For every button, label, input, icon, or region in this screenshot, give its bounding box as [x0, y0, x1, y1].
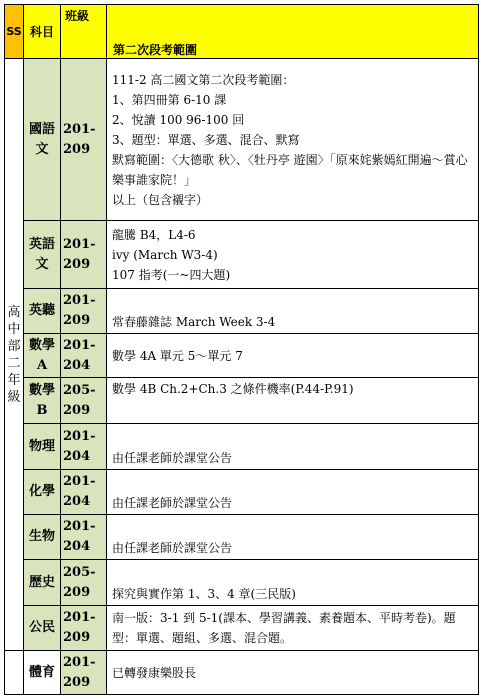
class-cell: 201- 209	[61, 651, 107, 695]
table-row-physics	[5, 424, 479, 470]
scope-cell	[107, 221, 479, 289]
scope-line: 由任課老師於課堂公告	[112, 541, 233, 555]
class-cell: 201- 209	[61, 606, 107, 651]
scope-line: 1、第四冊第 6-10 課	[112, 92, 227, 107]
class-cell: 201- 204	[61, 470, 107, 515]
scope-line: 以上（包含襯字）	[112, 192, 209, 207]
scope-line: ivy (March W3-4)	[112, 247, 218, 262]
scope-cell	[107, 289, 479, 334]
scope-cell	[107, 378, 479, 424]
subject-cell: 生物	[24, 515, 61, 560]
scope-line: 默寫範圍：〈大德歌 秋〉、〈牡丹亭 遊園〉「原來姹紫嫣紅開遍～賞心樂事誰家院！」	[112, 152, 468, 187]
scope-line: 數學 4B Ch.2+Ch.3 之條件機率(P.44-P.91)	[112, 382, 354, 396]
subject-cell: 英聽	[24, 289, 61, 334]
scope-line: 107 指考(一~四大題)	[112, 267, 231, 282]
class-cell: 201- 204	[61, 424, 107, 470]
subject-cell: 歷史	[24, 560, 61, 606]
scope-line: 龍騰 B4，L4-6	[112, 227, 196, 242]
scope-cell	[107, 560, 479, 606]
grade-char: 年	[7, 372, 21, 388]
scope-cell	[107, 424, 479, 470]
scope-cell	[107, 651, 479, 695]
scope-cell	[107, 606, 479, 651]
class-cell: 201- 204	[61, 515, 107, 560]
class-cell: 201- 209	[61, 59, 107, 221]
grade-char: 高	[7, 304, 21, 320]
class-cell: 205- 209	[61, 560, 107, 606]
class-cell: 201- 204	[61, 334, 107, 378]
scope-cell	[107, 334, 479, 378]
scope-line: 數學 4A 單元 5～單元 7	[112, 348, 243, 363]
grade-char: 級	[7, 389, 21, 405]
scope-line: 已轉發康樂股長	[112, 665, 197, 680]
subject-cell: 國語 文	[24, 59, 61, 221]
table-row-chinese	[5, 59, 479, 221]
scope-line: 探究與實作第 1、3、4 章(三民版)	[112, 587, 296, 601]
scope-cell	[107, 515, 479, 560]
class-cell: 201- 209	[61, 221, 107, 289]
subject-header-cell: 科目	[24, 5, 61, 59]
subject-cell: 公民	[24, 606, 61, 651]
scope-header-cell: 第二次段考範圍	[107, 5, 479, 59]
table-row-history	[5, 560, 479, 606]
table-row-english	[5, 221, 479, 289]
ss-header-cell: SS	[5, 5, 24, 59]
table-row-civics	[5, 606, 479, 651]
scope-cell	[107, 470, 479, 515]
grade-label-cell	[5, 59, 24, 651]
table-row-math-b	[5, 378, 479, 424]
class-cell: 201- 209	[61, 289, 107, 334]
grade-char: 中	[7, 321, 21, 337]
subject-cell: 數學 A	[24, 334, 61, 378]
subject-cell: 化學	[24, 470, 61, 515]
scope-line: 常春藤雜誌 March Week 3-4	[112, 315, 276, 329]
table-row-chemistry	[5, 470, 479, 515]
subject-cell: 物理	[24, 424, 61, 470]
grade-blank-cell	[5, 651, 24, 695]
grade-char: 部	[7, 338, 21, 354]
class-cell: 205- 209	[61, 378, 107, 424]
table-row-biology	[5, 515, 479, 560]
subject-cell: 數學 B	[24, 378, 61, 424]
scope-line: 南一版：3-1 到 5-1(課本、學習講義、素養題本、平時考卷)。題型：單選、題組、多選、混合題。	[112, 611, 456, 645]
scope-cell	[107, 59, 479, 221]
table-row-math-a	[5, 334, 479, 378]
subject-cell: 體育	[24, 651, 61, 695]
scope-line: 由任課老師於課堂公告	[112, 496, 233, 510]
class-header-cell: 班級	[61, 5, 107, 59]
table-row-pe	[5, 651, 479, 695]
header-row	[5, 5, 479, 59]
scope-line: 111-2 高二國文第二次段考範圍：	[112, 72, 295, 87]
table-row-listening	[5, 289, 479, 334]
scope-line: 3、題型：單選、多選、混合、默寫	[112, 132, 300, 147]
scope-line: 2、悅讀 100 96-100 回	[112, 112, 245, 127]
subject-cell: 英語 文	[24, 221, 61, 289]
grade-char: 二	[7, 355, 21, 371]
exam-scope-table	[4, 4, 479, 695]
scope-line: 由任課老師於課堂公告	[112, 451, 233, 465]
